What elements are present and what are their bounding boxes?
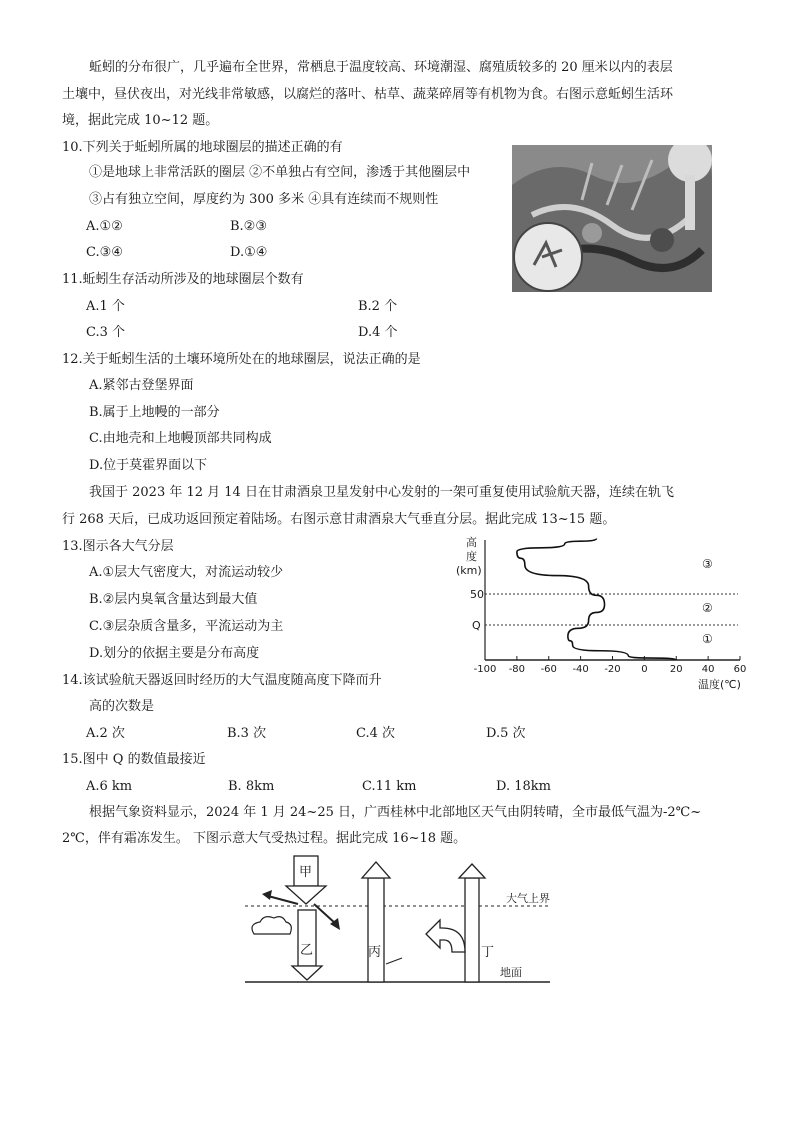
- passage3-line1: 根据气象资料显示，2024 年 1 月 24~25 日，广西桂林中北部地区天气由阴转晴，全市最低气温为-2℃~: [89, 805, 702, 820]
- chart-ylabel-1: 高: [466, 536, 477, 549]
- q13-option-d[interactable]: D.划分的依据主要是分布高度: [89, 646, 260, 661]
- q10-option-a[interactable]: A.①②: [86, 219, 123, 234]
- q14-option-a[interactable]: A.2 次: [86, 726, 125, 741]
- layer-3-label: ③: [702, 557, 713, 571]
- chart-ylabel-unit: (km): [456, 564, 482, 577]
- q15-option-a[interactable]: A.6 km: [86, 779, 133, 794]
- ytick-q: Q: [472, 619, 481, 632]
- q12-stem: 12.关于蚯蚓生活的土壤环境所处在的地球圈层，说法正确的是: [62, 352, 421, 367]
- q13-option-b[interactable]: B.②层内臭氧含量达到最大值: [89, 592, 258, 607]
- q15-option-b[interactable]: B. 8km: [228, 779, 275, 794]
- q12-option-c[interactable]: C.由地壳和上地幔顶部共同构成: [89, 431, 272, 446]
- x-tick-label: 60: [733, 664, 747, 675]
- q10-option-b[interactable]: B.②③: [230, 219, 267, 234]
- label-ding: 丁: [481, 945, 495, 960]
- layer-1-label: ①: [702, 632, 713, 646]
- x-tick-label: 40: [701, 664, 715, 675]
- q12-option-a[interactable]: A.紧邻古登堡界面: [89, 378, 194, 393]
- q15-stem: 15.图中 Q 的数值最接近: [62, 752, 206, 767]
- label-bing: 丙: [368, 945, 382, 960]
- passage1-line3: 境，据此完成 10~12 题。: [62, 113, 219, 128]
- q10-stem: 10.下列关于蚯蚓所属的地球圈层的描述正确的有: [62, 140, 343, 155]
- q13-option-c[interactable]: C.③层杂质含量多，平流运动为主: [89, 619, 284, 634]
- temperature-curve: [517, 539, 676, 660]
- q11-stem: 11.蚯蚓生存活动所涉及的地球圈层个数有: [62, 272, 304, 287]
- q13-option-a[interactable]: A.①层大气密度大，对流运动较少: [89, 565, 284, 580]
- q10-statement-2: ③占有独立空间，厚度约为 300 多米 ④具有连续而不规则性: [89, 192, 439, 207]
- q14-option-d[interactable]: D.5 次: [486, 726, 526, 741]
- passage1-line1: 蚯蚓的分布很广，几乎遍布全世界，常栖息于温度较高、环境潮湿、腐殖质较多的 20 厘米以内的表层: [89, 60, 673, 75]
- q13-stem: 13.图示各大气分层: [62, 539, 174, 554]
- q14-stem-2: 高的次数是: [89, 699, 155, 714]
- q14-stem-1: 14.该试验航天器返回时经历的大气温度随高度下降而升: [62, 673, 382, 688]
- atmosphere-chart: [440, 530, 760, 695]
- label-atmosphere-top: 大气上界: [506, 892, 550, 905]
- x-tick-label: -40: [572, 664, 589, 675]
- layer-2-label: ②: [702, 601, 713, 615]
- label-ground: 地面: [500, 966, 522, 979]
- x-tick-label: 0: [641, 664, 648, 675]
- chart-ylabel-2: 度: [466, 550, 477, 563]
- x-tick-label: -100: [473, 664, 497, 675]
- q10-option-c[interactable]: C.③④: [86, 245, 123, 260]
- q11-option-c[interactable]: C.3 个: [86, 325, 126, 340]
- x-tick-label: 20: [669, 664, 683, 675]
- q12-option-d[interactable]: D.位于莫霍界面以下: [89, 458, 208, 473]
- passage2-line2: 行 268 天后，已成功返回预定着陆场。右图示意甘肃酒泉大气垂直分层。据此完成 13~15 题。: [62, 512, 616, 527]
- ytick-50: 50: [470, 588, 484, 601]
- q11-option-b[interactable]: B.2 个: [358, 299, 398, 314]
- earthworm-habitat-photo: [512, 145, 712, 292]
- q12-option-b[interactable]: B.属于上地幔的一部分: [89, 405, 220, 420]
- q14-option-b[interactable]: B.3 次: [227, 726, 267, 741]
- q11-option-a[interactable]: A.1 个: [86, 299, 125, 314]
- chart-xlabel: 温度(℃): [698, 678, 741, 691]
- x-tick-label: -60: [540, 664, 557, 675]
- x-tick-label: -20: [604, 664, 621, 675]
- passage3-line2: 2℃，伴有霜冻发生。 下图示意大气受热过程。据此完成 16~18 题。: [62, 831, 467, 846]
- q15-option-c[interactable]: C.11 km: [362, 779, 417, 794]
- q10-option-d[interactable]: D.①④: [230, 245, 268, 260]
- label-jia: 甲: [299, 865, 313, 880]
- atmosphere-heating-diagram: [240, 852, 560, 992]
- q14-option-c[interactable]: C.4 次: [356, 726, 396, 741]
- q11-option-d[interactable]: D.4 个: [358, 325, 398, 340]
- passage2-line1: 我国于 2023 年 12 月 14 日在甘肃酒泉卫星发射中心发射的一架可重复使用试验航天器，连续在轨飞: [89, 485, 674, 500]
- label-yi: 乙: [300, 943, 314, 958]
- passage1-line2: 土壤中，昼伏夜出，对光线非常敏感，以腐烂的落叶、枯草、蔬菜碎屑等有机物为食。右图示意蚯蚓生活环: [62, 87, 674, 102]
- x-tick-label: -80: [508, 664, 526, 675]
- cloud-icon: [252, 917, 291, 934]
- q15-option-d[interactable]: D. 18km: [496, 779, 551, 794]
- q10-statement-1: ①是地球上非常活跃的圈层 ②不单独占有空间，渗透于其他圈层中: [89, 165, 471, 180]
